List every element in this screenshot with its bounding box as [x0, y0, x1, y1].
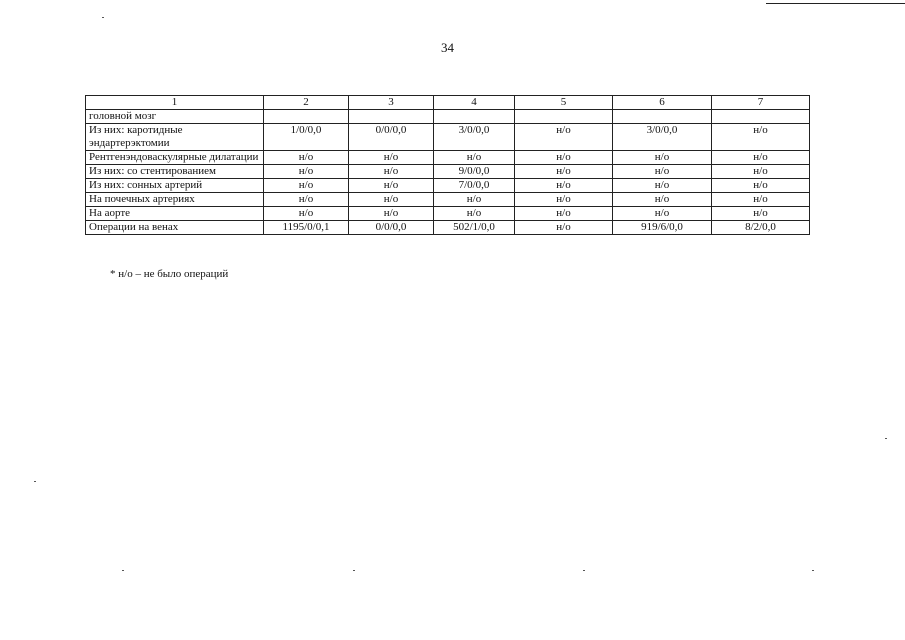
top-rule	[766, 3, 905, 4]
row-label: Из них: сонных артерий	[86, 179, 264, 193]
table-row	[86, 193, 810, 207]
table-cell: 9/0/0,0	[434, 165, 515, 179]
table-cell: н/о	[712, 124, 810, 151]
table-cell: н/о	[613, 193, 712, 207]
table-cell: н/о	[712, 207, 810, 221]
page-number: 34	[441, 40, 454, 55]
table-cell: н/о	[264, 151, 349, 165]
table-cell: н/о	[349, 193, 434, 207]
header-cell: 1	[86, 96, 264, 110]
table-row	[86, 124, 810, 151]
table-cell: 502/1/0,0	[434, 221, 515, 235]
table-cell: н/о	[515, 151, 613, 165]
scan-speck	[885, 438, 887, 439]
table-cell: н/о	[349, 165, 434, 179]
row-label: Операции на венах	[86, 221, 264, 235]
table-body	[86, 110, 810, 235]
data-table	[85, 95, 810, 235]
table-row	[86, 151, 810, 165]
table-cell: н/о	[515, 207, 613, 221]
scan-speck	[812, 570, 814, 571]
table-cell: н/о	[515, 165, 613, 179]
table-cell	[515, 110, 613, 124]
table-cell: н/о	[515, 179, 613, 193]
table-row	[86, 179, 810, 193]
table-cell: 1/0/0,0	[264, 124, 349, 151]
table-cell: 919/6/0,0	[613, 221, 712, 235]
table-cell: 8/2/0,0	[712, 221, 810, 235]
row-label: Рентгенэндоваскулярные дилатации	[86, 151, 264, 165]
header-row	[86, 96, 810, 110]
table-cell: н/о	[712, 193, 810, 207]
table-row	[86, 110, 810, 124]
footnote: * н/о – не было операций	[110, 268, 229, 280]
scan-speck	[583, 570, 585, 571]
table-cell: н/о	[434, 193, 515, 207]
table-cell: н/о	[515, 193, 613, 207]
table-cell: 0/0/0,0	[349, 124, 434, 151]
table-cell: 3/0/0,0	[613, 124, 712, 151]
table-cell: н/о	[712, 151, 810, 165]
header-cell: 6	[613, 96, 712, 110]
header-cell: 2	[264, 96, 349, 110]
table-cell: н/о	[264, 179, 349, 193]
table-cell: н/о	[515, 221, 613, 235]
header-cell: 7	[712, 96, 810, 110]
table-cell: н/о	[264, 165, 349, 179]
table-cell	[712, 110, 810, 124]
scan-speck	[353, 570, 355, 571]
row-label: На почечных артериях	[86, 193, 264, 207]
table-cell: 7/0/0,0	[434, 179, 515, 193]
table-cell: н/о	[264, 193, 349, 207]
table-cell	[264, 110, 349, 124]
table-cell: н/о	[434, 151, 515, 165]
row-label: Из них: со стентированием	[86, 165, 264, 179]
header-cell: 5	[515, 96, 613, 110]
row-label: головной мозг	[86, 110, 264, 124]
table-cell	[349, 110, 434, 124]
table-cell	[613, 110, 712, 124]
scan-speck	[102, 17, 104, 18]
table-cell: н/о	[515, 124, 613, 151]
table-row	[86, 221, 810, 235]
scan-speck	[122, 570, 124, 571]
table-cell: н/о	[264, 207, 349, 221]
table-cell: н/о	[613, 151, 712, 165]
table-cell: 3/0/0,0	[434, 124, 515, 151]
table-cell: 0/0/0,0	[349, 221, 434, 235]
table-cell: н/о	[349, 207, 434, 221]
table-cell: н/о	[349, 179, 434, 193]
table-cell: н/о	[613, 207, 712, 221]
table-cell: 1195/0/0,1	[264, 221, 349, 235]
row-label: На аорте	[86, 207, 264, 221]
table-cell	[434, 110, 515, 124]
table-header	[86, 96, 810, 110]
header-cell: 4	[434, 96, 515, 110]
table-cell: н/о	[349, 151, 434, 165]
header-cell: 3	[349, 96, 434, 110]
table-cell: н/о	[712, 179, 810, 193]
row-label: Из них: каротидные эндартерэктомии	[86, 124, 264, 151]
table-cell: н/о	[434, 207, 515, 221]
table-cell: н/о	[712, 165, 810, 179]
table-row	[86, 207, 810, 221]
table-row	[86, 165, 810, 179]
table-cell: н/о	[613, 179, 712, 193]
scan-speck	[34, 481, 36, 482]
table-cell: н/о	[613, 165, 712, 179]
